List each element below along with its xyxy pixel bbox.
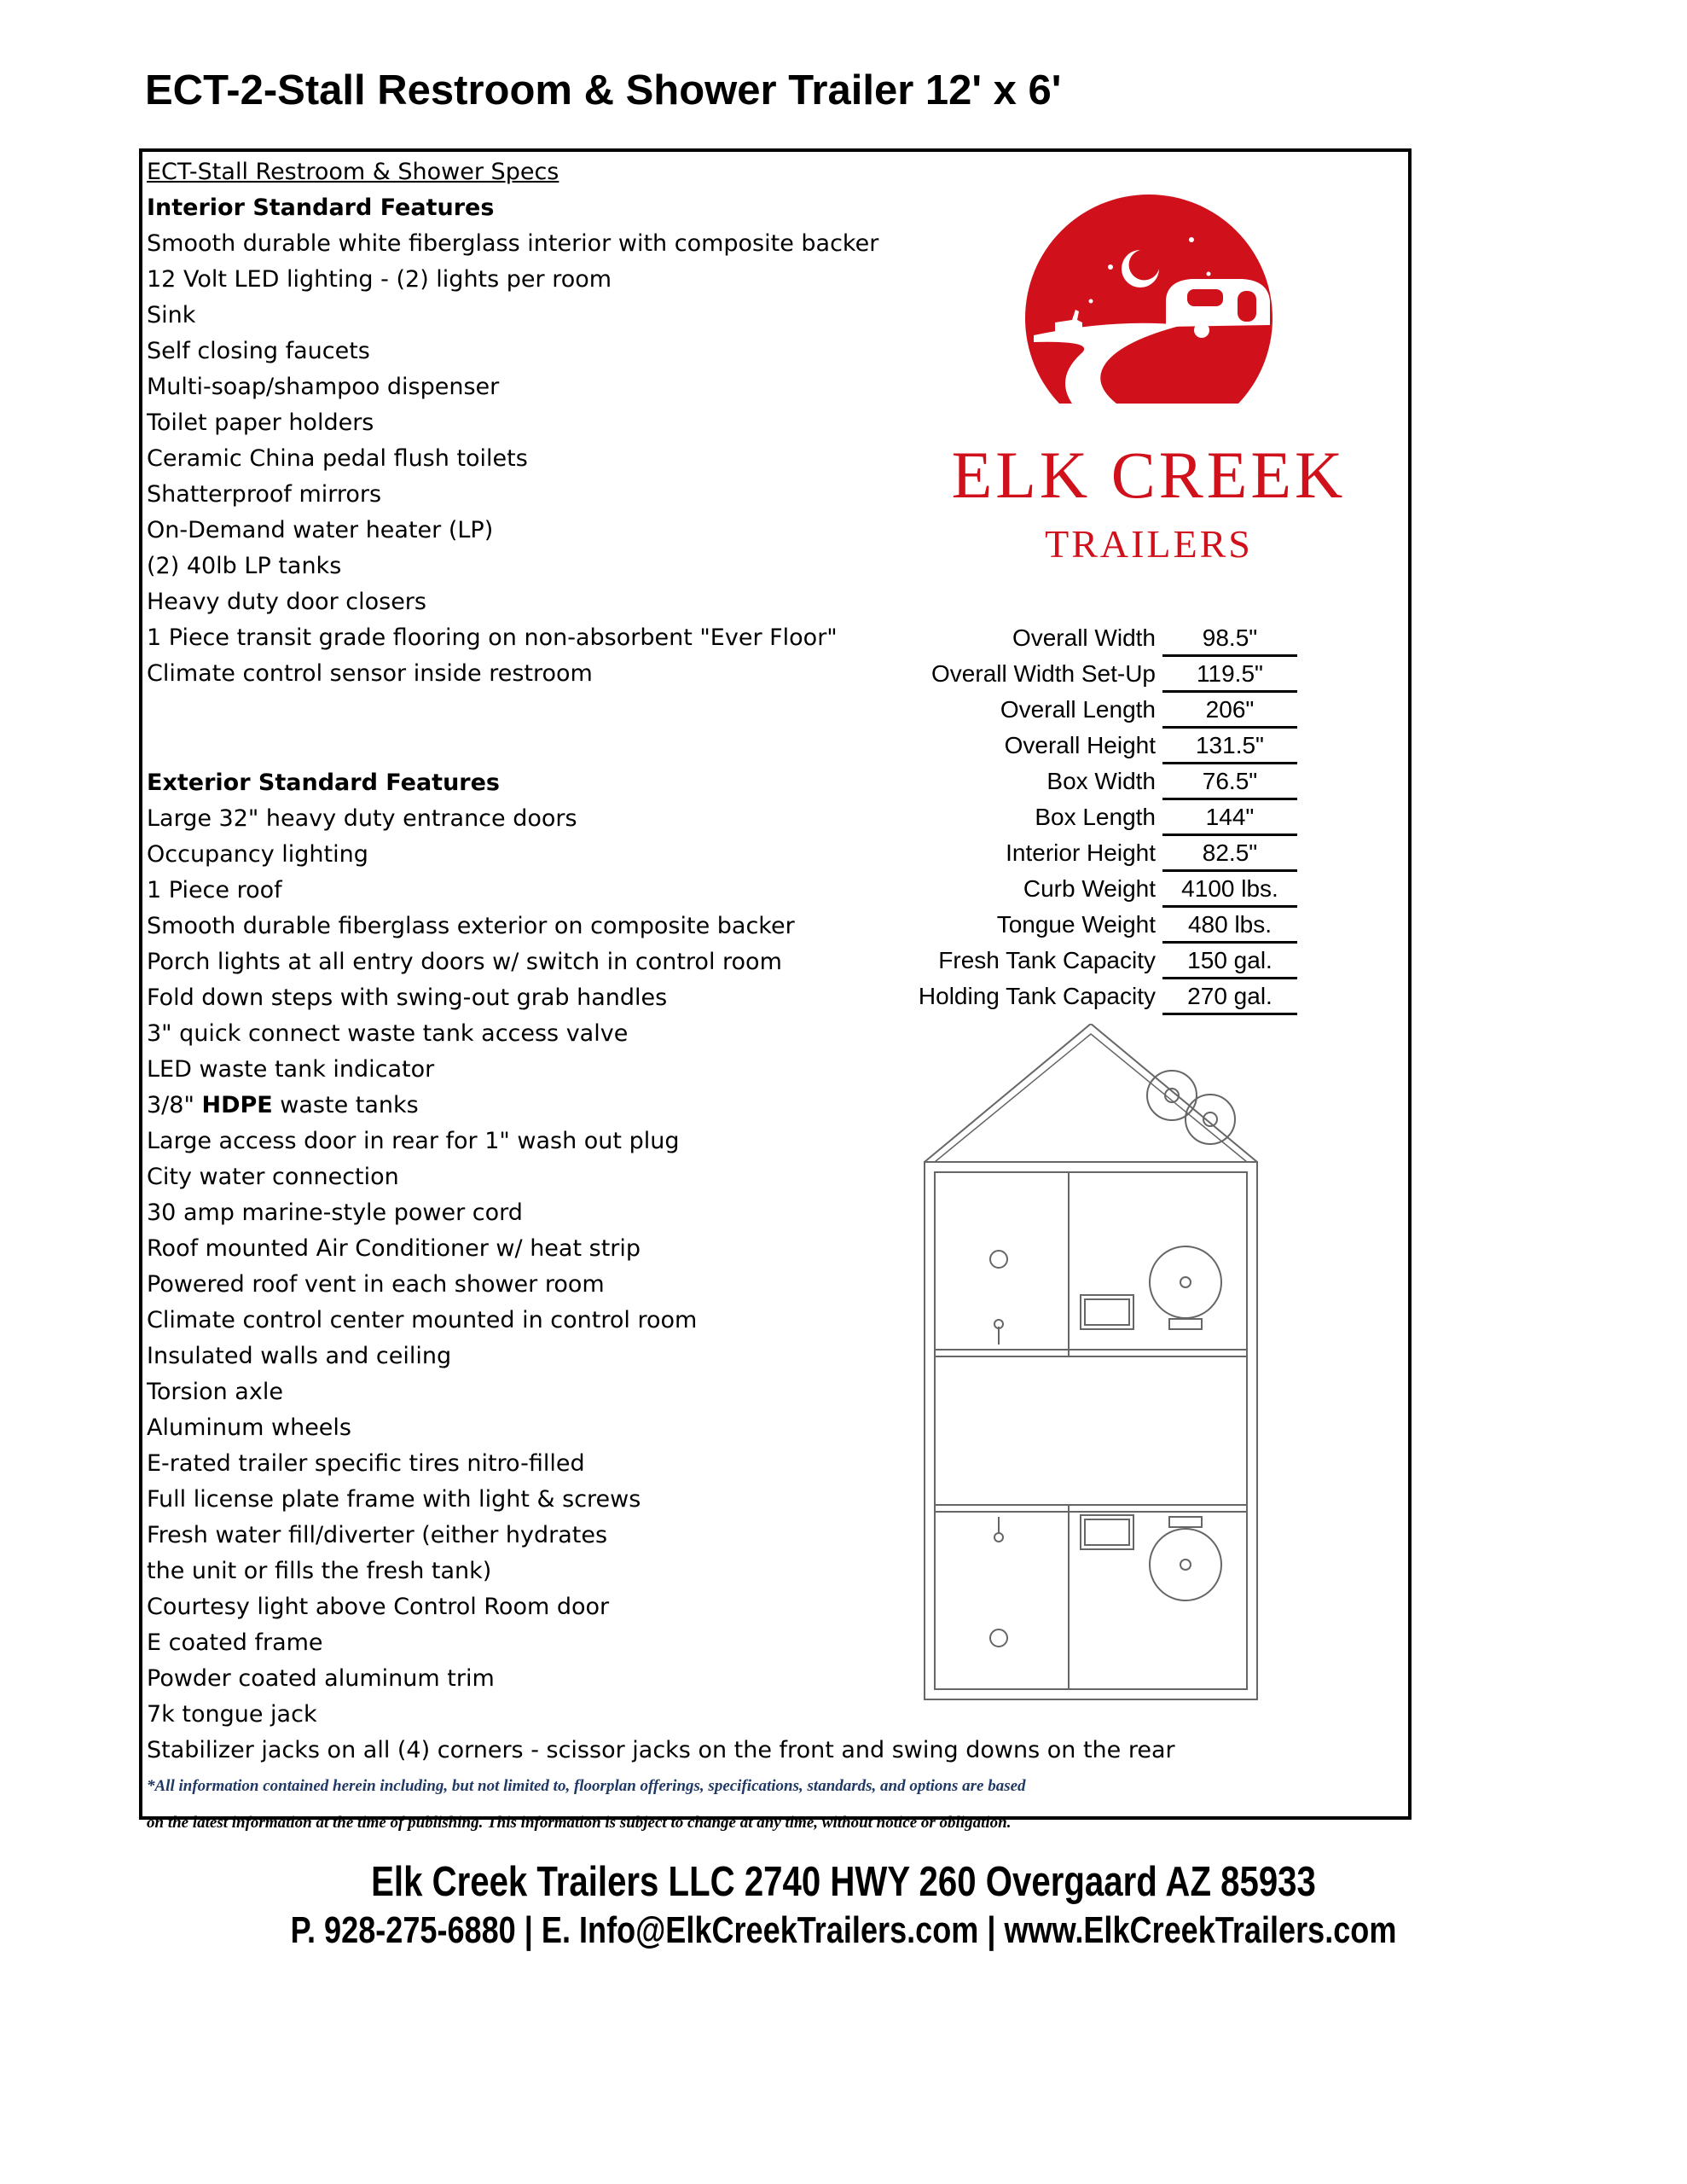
interior-feature-item: Multi-soap/shampoo dispenser (147, 374, 500, 400)
spec-label: Box Length (1035, 804, 1156, 830)
interior-feature-item: Heavy duty door closers (147, 589, 426, 615)
spec-underline (1162, 762, 1297, 764)
interior-feature-item: Shatterproof mirrors (147, 481, 382, 508)
trailer-tongue-outline (925, 1024, 1257, 1162)
spec-label: Overall Width Set-Up (931, 660, 1156, 687)
exterior-feature-item: Full license plate frame with light & screws (147, 1486, 641, 1513)
toilet-icon (1150, 1246, 1221, 1318)
floorplan-diagram (920, 1024, 1261, 1706)
interior-feature-item: On-Demand water heater (LP) (147, 517, 494, 543)
spec-value: 150 gal. (1187, 947, 1272, 973)
logo-emblem-icon (1025, 195, 1272, 442)
spec-label: Overall Length (1000, 696, 1156, 723)
exterior-feature-item: Insulated walls and ceiling (147, 1343, 452, 1369)
spec-sheet (139, 148, 1412, 1832)
spec-underline (1162, 869, 1297, 872)
exterior-heading: Exterior Standard Features (147, 770, 501, 796)
footer-address: Elk Creek Trailers LLC 2740 HWY 260 Overgaard AZ 85933 (371, 1859, 1316, 1905)
elk-creek-logo (893, 173, 1405, 719)
exterior-feature-item: Courtesy light above Control Room door (147, 1594, 610, 1620)
section-heading: ECT-Stall Restroom & Shower Specs (147, 159, 559, 185)
spec-value: 131.5" (1195, 732, 1264, 758)
exterior-feature-item: Fresh water fill/diverter (either hydrates (147, 1522, 608, 1548)
toilet-icon (1150, 1529, 1221, 1600)
exterior-feature-item: Roof mounted Air Conditioner w/ heat strip (147, 1235, 641, 1262)
exterior-feature-item: Smooth durable fiberglass exterior on composite backer (147, 913, 795, 939)
shower-drain-icon (990, 1629, 1007, 1647)
spec-label: Tongue Weight (996, 911, 1156, 938)
spec-label: Fresh Tank Capacity (938, 947, 1156, 973)
spec-value: 144" (1205, 804, 1255, 830)
spec-label: Box Width (1046, 768, 1156, 794)
exterior-feature-item: the unit or fills the fresh tank) (147, 1558, 492, 1584)
spec-label: Interior Height (1006, 839, 1156, 866)
exterior-feature-item: Powder coated aluminum trim (147, 1665, 495, 1692)
spec-value: 480 lbs. (1187, 911, 1272, 938)
spec-value: 76.5" (1202, 768, 1258, 794)
spec-underline (1162, 905, 1297, 908)
interior-feature-item: 12 Volt LED lighting - (2) lights per room (147, 266, 612, 293)
spec-underline (1162, 726, 1297, 729)
exterior-feature-item: Large 32" heavy duty entrance doors (147, 805, 577, 832)
spec-value: 4100 lbs. (1181, 875, 1278, 902)
exterior-feature-item: E coated frame (147, 1629, 323, 1656)
spec-value: 119.5" (1197, 660, 1263, 687)
exterior-feature-item: 1 Piece roof (147, 877, 282, 903)
exterior-feature-item: Porch lights at all entry doors w/ switch in control room (147, 949, 782, 975)
exterior-feature-item: 3/8" HDPE waste tanks (147, 1092, 419, 1118)
spec-label: Overall Height (1004, 732, 1156, 758)
exterior-feature-item: Powered roof vent in each shower room (147, 1271, 605, 1298)
exterior-feature-item: Occupancy lighting (147, 841, 368, 868)
spec-value: 206" (1205, 696, 1255, 723)
interior-feature-item: Toilet paper holders (147, 410, 374, 436)
spec-value: 82.5" (1202, 839, 1258, 866)
spec-underline (1162, 798, 1297, 800)
spec-underline (1162, 977, 1297, 979)
trailer-box-outline (925, 1162, 1257, 1699)
spec-label: Curb Weight (1023, 875, 1156, 902)
logo-sub-text: TRAILERS (1045, 522, 1253, 566)
exterior-feature-item: 30 amp marine-style power cord (147, 1199, 523, 1226)
interior-feature-item: (2) 40lb LP tanks (147, 553, 342, 579)
spec-label: Holding Tank Capacity (918, 983, 1156, 1009)
spec-underline (1162, 1013, 1297, 1015)
shower-drain-icon (990, 1251, 1007, 1268)
exterior-feature-item: Aluminum wheels (147, 1414, 351, 1441)
interior-feature-item: Smooth durable white fiberglass interior with composite backer (147, 230, 879, 257)
interior-feature-item: Self closing faucets (147, 338, 370, 364)
exterior-feature-item: Fold down steps with swing-out grab handles (147, 985, 668, 1011)
interior-feature-item: 1 Piece transit grade flooring on non-absorbent "Ever Floor" (147, 624, 838, 651)
exterior-feature-item: Climate control center mounted in control room (147, 1307, 698, 1333)
footer-contact: P. 928-275-6880 | E. Info@ElkCreekTrailers.com | www.ElkCreekTrailers.com (290, 1909, 1397, 1951)
spec-label: Overall Width (1012, 624, 1156, 651)
exterior-feature-item: 7k tongue jack (147, 1701, 317, 1728)
exterior-feature-item: Large access door in rear for 1" wash out plug (147, 1128, 680, 1154)
exterior-feature-item: LED waste tank indicator (147, 1056, 435, 1083)
exterior-feature-item: City water connection (147, 1164, 399, 1190)
logo-brand-text: ELK CREEK (951, 438, 1347, 512)
lp-tank-icon (1186, 1095, 1235, 1144)
interior-feature-item: Climate control sensor inside restroom (147, 660, 593, 687)
document-title: ECT-2-Stall Restroom & Shower Trailer 12' x 6' (145, 67, 1062, 113)
interior-feature-item: Sink (147, 302, 196, 328)
interior-feature-item: Ceramic China pedal flush toilets (147, 445, 528, 472)
exterior-feature-item: Torsion axle (147, 1379, 283, 1405)
interior-heading: Interior Standard Features (147, 195, 495, 221)
lp-tank-icon (1147, 1071, 1197, 1120)
spec-underline (1162, 834, 1297, 836)
spec-value: 98.5" (1202, 624, 1258, 651)
exterior-feature-item: Stabilizer jacks on all (4) corners - scissor jacks on the front and swing downs on the rear (147, 1737, 1175, 1763)
disclaimer-line-2: on the latest information at the time of publishing. This information is subject to change at any time, without notice or obligation. (147, 1814, 1012, 1832)
spec-underline (1162, 941, 1297, 944)
exterior-feature-item: 3" quick connect waste tank access valve (147, 1020, 629, 1047)
disclaimer-line-1: *All information contained herein including, but not limited to, floorplan offerings, specifications, standards, and options are based (147, 1777, 1026, 1795)
exterior-feature-item: E-rated trailer specific tires nitro-filled (147, 1450, 585, 1477)
spec-value: 270 gal. (1187, 983, 1272, 1009)
